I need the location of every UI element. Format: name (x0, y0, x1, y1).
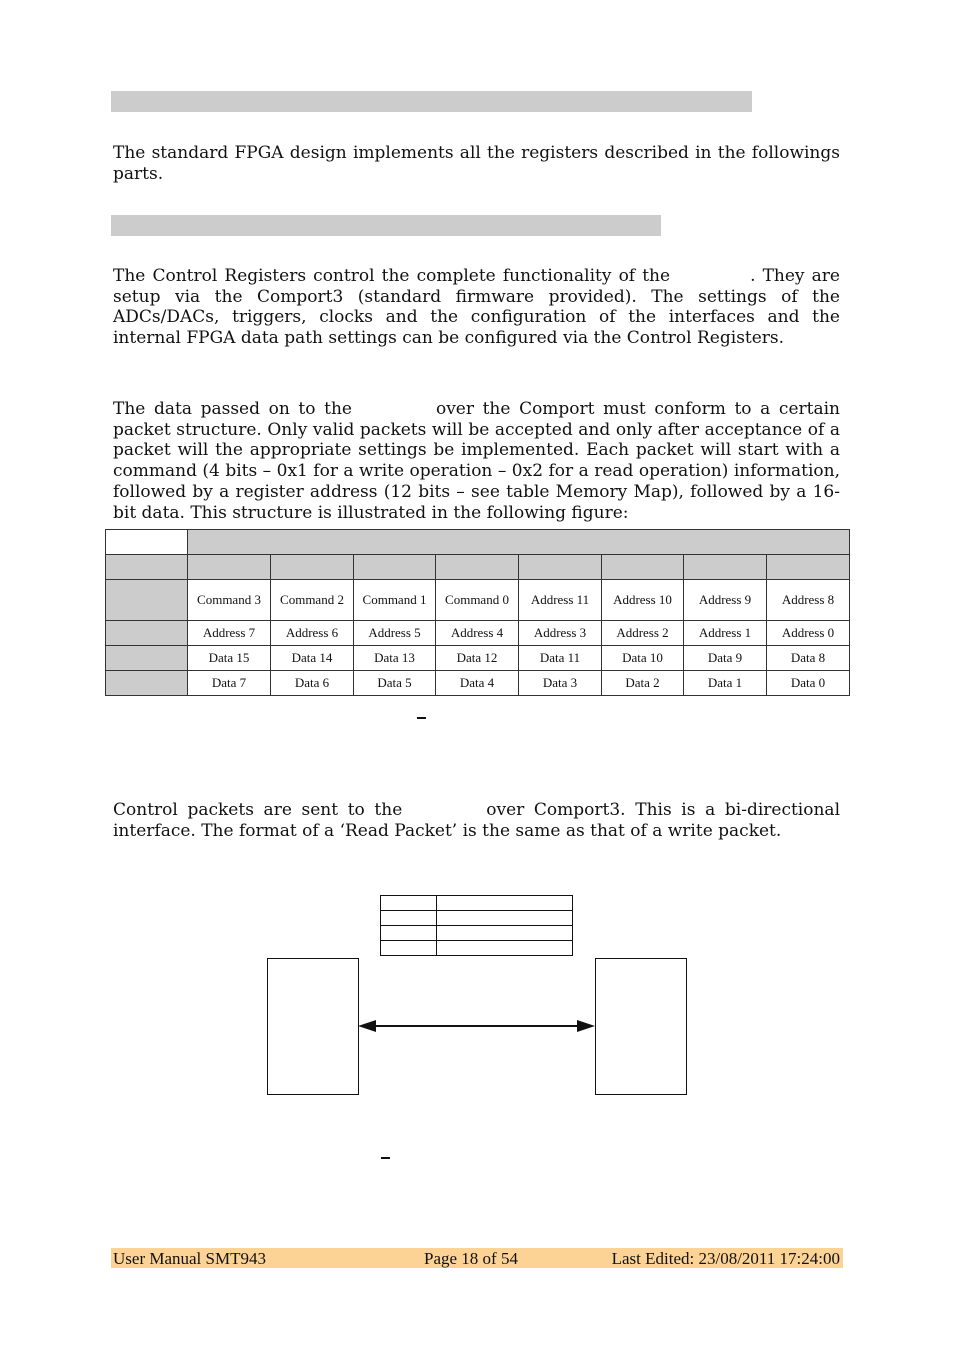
table-cell: Address 9 (684, 580, 767, 621)
table-cell: Data 7 (188, 671, 271, 696)
bidirectional-arrow (356, 1016, 597, 1036)
control-text-a: The Control Registers control the complete functionality of the (113, 266, 671, 286)
mini-cell (381, 911, 437, 926)
table-cell: Data 10 (602, 646, 684, 671)
table-cell: Data 9 (684, 646, 767, 671)
table-cell: Data 2 (602, 671, 684, 696)
bit-header-cell (188, 555, 271, 580)
footer-last-edited: Last Edited: 23/08/2011 17:24:00 (611, 1249, 840, 1268)
comport-text-a: Control packets are sent to the (113, 800, 403, 820)
row-header-cell (106, 621, 188, 646)
table-cell: Data 13 (354, 646, 436, 671)
mini-cell (436, 926, 572, 941)
comport-paragraph (113, 800, 840, 841)
table-cell: Data 14 (271, 646, 354, 671)
table-row (106, 671, 850, 696)
bit-header-cell (271, 555, 354, 580)
row-header-cell (106, 555, 188, 580)
table-corner-cell (106, 530, 188, 555)
packet-structure-paragraph (113, 399, 840, 523)
row-header-cell (106, 580, 188, 621)
row-header-cell (106, 646, 188, 671)
mini-cell (436, 911, 572, 926)
mini-cell (381, 926, 437, 941)
table-row (106, 646, 850, 671)
table-cell: Address 7 (188, 621, 271, 646)
page-footer (111, 1248, 843, 1268)
footer-manual-title: User Manual SMT943 (113, 1249, 266, 1268)
packet-text-b: over the Comport must conform to a certain packet structure. Only valid packets will be accepted and only after acceptance of a packet will the appropriate settings be implemented. Each packet will start with a command (4 bits – 0x1 for a write operation – 0x2 for a read operation) information, followed by a register address (12 bits – see table Memory Map), followed by a 16-bit data. This structure is illustrated in the following figure: (113, 399, 840, 523)
table-cell: Data 8 (767, 646, 850, 671)
table-cell: Data 1 (684, 671, 767, 696)
caption-dash (381, 1157, 390, 1159)
packet-structure-table (105, 529, 850, 696)
footer-page-number: Page 18 of 54 (424, 1249, 518, 1268)
intro-paragraph: The standard FPGA design implements all the registers described in the followings parts. (113, 143, 840, 184)
bit-header-cell (602, 555, 684, 580)
table-cell: Address 11 (519, 580, 602, 621)
subsection-heading-bar (111, 215, 661, 236)
table-cell: Address 1 (684, 621, 767, 646)
caption-dash (417, 717, 426, 719)
mini-cell (381, 941, 437, 956)
packet-format-mini-table (380, 895, 573, 956)
packet-text-a: The data passed on to the (113, 399, 352, 419)
table-cell: Data 6 (271, 671, 354, 696)
table-cell: Address 10 (602, 580, 684, 621)
bit-header-cell (354, 555, 436, 580)
table-cell: Data 0 (767, 671, 850, 696)
control-text-b: . They are setup via the Comport3 (standard firmware provided). The settings of the ADCs/DACs, triggers, clocks and the configuration of the interfaces and the internal FPGA data path settings can be configured via the Control Registers. (113, 266, 840, 349)
module-endpoint-box (595, 958, 687, 1095)
bit-header-cell (684, 555, 767, 580)
table-cell: Data 15 (188, 646, 271, 671)
comport-text-b: over Comport3. This is a bi-directional interface. The format of a ‘Read Packet’ is the same as that of a write packet. (113, 800, 840, 841)
bit-header-cell (767, 555, 850, 580)
table-cell: Address 2 (602, 621, 684, 646)
table-cell: Data 5 (354, 671, 436, 696)
row-header-cell (106, 671, 188, 696)
mini-cell (436, 896, 572, 911)
control-registers-paragraph (113, 266, 840, 349)
table-cell: Address 6 (271, 621, 354, 646)
table-cell: Command 0 (436, 580, 519, 621)
bit-header-cell (519, 555, 602, 580)
section-heading-bar (111, 91, 752, 112)
table-header-cell (188, 530, 850, 555)
table-cell: Address 8 (767, 580, 850, 621)
table-cell: Data 3 (519, 671, 602, 696)
mini-cell (436, 941, 572, 956)
table-cell: Command 3 (188, 580, 271, 621)
table-cell: Data 12 (436, 646, 519, 671)
table-row (106, 621, 850, 646)
table-row (106, 580, 850, 621)
table-cell: Data 11 (519, 646, 602, 671)
table-cell: Address 0 (767, 621, 850, 646)
mini-cell (381, 896, 437, 911)
table-cell: Address 5 (354, 621, 436, 646)
table-cell: Data 4 (436, 671, 519, 696)
table-cell: Command 1 (354, 580, 436, 621)
host-endpoint-box (267, 958, 359, 1095)
table-cell: Address 3 (519, 621, 602, 646)
table-cell: Command 2 (271, 580, 354, 621)
bit-header-cell (436, 555, 519, 580)
table-cell: Address 4 (436, 621, 519, 646)
